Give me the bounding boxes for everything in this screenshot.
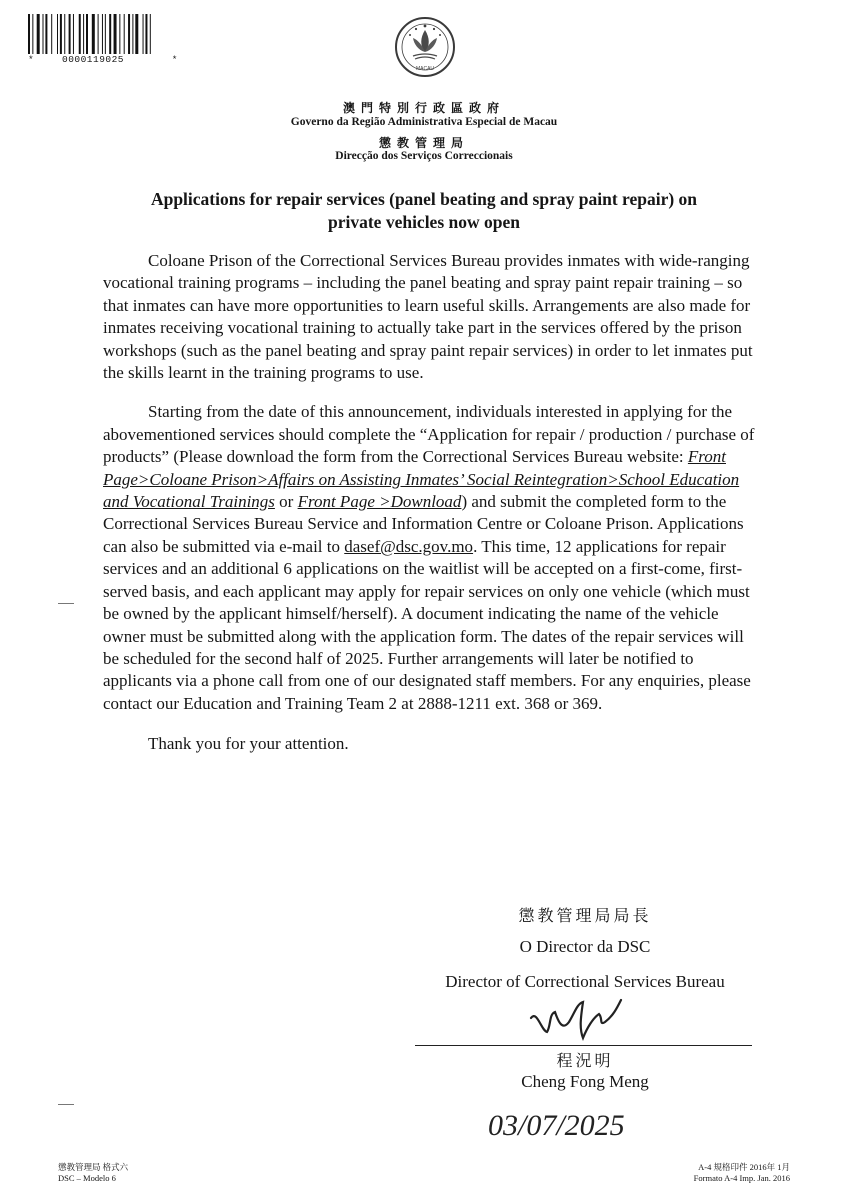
barcode-bar (69, 14, 71, 54)
barcode-bar (135, 14, 138, 54)
barcode-bar (119, 14, 120, 54)
website-path-link[interactable]: Front Page>Coloane Prison>Affairs on Assisting Inmates’ Social Reintegration>School Education and Vocational Trainings (103, 447, 740, 512)
margin-mark (58, 603, 74, 604)
barcode-bar (43, 14, 44, 54)
download-page-link[interactable]: Front Page >Download (297, 492, 462, 512)
barcode-bar (92, 14, 95, 54)
barcode-bar (51, 14, 52, 54)
barcode-bar (128, 14, 130, 54)
paragraph-2-text-1: Starting from the date of this announcement, individuals interested in applying for the abovementioned services should complete the “Application for repair / production / purchase of products” (Please download the form from the Correctional Services Bureau website: (103, 402, 755, 467)
paragraph-2-text-3: . This time, 12 applications for repair services and an additional 6 applications on the waitlist will be accepted on a first-come, first-served basis, and each applicant may apply for repair services on only one vehicle (which must be owned by the applicant himself/herself). A document indicating the name of the vehicle owner must be submitted along with the application form. The dates of the repair services will be scheduled for the second half of 2025. Further arrangements will later be notified to applicants via a phone call from one of our designated staff members. For any enquiries, please contact our Education and Training Team 2 at 2888-1211 ext. 368 or 369. (103, 536, 751, 713)
notice-title-line-2: private vehicles now open (327, 212, 520, 232)
barcode-bar (132, 14, 133, 54)
barcode-bar (60, 14, 62, 54)
barcode-star-left: * (28, 54, 35, 65)
paragraph-2-text-2: ) and submit the completed form to the Correctional Services Bureau Service and Information Centre or Coloane Prison. Applications can also be submitted via e-mail to (103, 492, 744, 556)
macau-emblem-icon (394, 16, 456, 80)
barcode-bar (86, 14, 88, 54)
handwritten-date (488, 1097, 668, 1147)
bureau-name-pt: Direcção dos Serviços Correccionais (335, 150, 513, 162)
paragraph-1: Coloane Prison of the Correctional Services Bureau provides inmates with wide-ranging vocational training programs – including the panel beating and spray paint repair training – so that inmates can have more opportunities to learn useful skills. Arrangements are also made for inmates receiving vocational training to actually take part in the services offered by the prison workshops (such as the panel beating and spray paint repair services) in order to let inmates put the skills learnt in the training programs to use. (103, 251, 753, 383)
barcode-bar (79, 14, 81, 54)
director-name-en: Cheng Fong Meng (521, 1072, 649, 1091)
notice-title-line-1: Applications for repair services (panel beating and spray paint repair) on (150, 189, 698, 209)
barcode-bar (28, 14, 30, 54)
barcode-bar (150, 14, 151, 54)
emblem-text: MACAU (415, 66, 435, 72)
notice-title (100, 188, 748, 234)
paragraph-2-or: or (274, 492, 298, 512)
barcode-bar (32, 14, 33, 54)
barcode-bar (98, 14, 99, 54)
director-title-pt: O Director da DSC (519, 937, 651, 956)
government-name-pt: Governo da Região Administrativa Especial de Macau (290, 116, 558, 128)
footer-format-zh: A-4 規格印件 2016年 1月 (698, 1162, 790, 1172)
barcode-bar (109, 14, 111, 54)
barcode-bar (145, 14, 147, 54)
signature-line (415, 1045, 752, 1046)
government-name-zh: 澳門特別行政區政府 (342, 101, 505, 115)
barcode-bar (114, 14, 117, 54)
director-title-zh: 懲教管理局局長 (518, 908, 652, 925)
footer-left (58, 1162, 128, 1184)
paragraph-2 (103, 401, 763, 715)
footer-right (622, 1162, 790, 1184)
director-name-zh: 程況明 (556, 1053, 614, 1070)
barcode-bar (124, 14, 125, 54)
barcode-number: 0000119025 (62, 54, 125, 65)
barcode-bar (102, 14, 103, 54)
director-title-en: Director of Correctional Services Bureau (445, 972, 725, 991)
barcode-bar (64, 14, 65, 54)
barcode-bar (73, 14, 74, 54)
thanks-line: Thank you for your attention. (148, 734, 349, 754)
barcode-star-right: * (171, 54, 178, 65)
director-signature (525, 988, 635, 1048)
bureau-name-zh: 懲教管理局 (378, 136, 469, 150)
footer-form-zh: 懲教管理局 格式六 (58, 1162, 129, 1172)
footer-format-pt: Formato A-4 Imp. Jan. 2016 (693, 1173, 790, 1183)
barcode-bar (83, 14, 84, 54)
barcode-bar (37, 14, 40, 54)
handwritten-date-text: 03/07/2025 (488, 1109, 625, 1142)
margin-mark (58, 1104, 74, 1105)
barcode-bar (143, 14, 144, 54)
barcode-bar (45, 14, 47, 54)
barcode-bar (57, 14, 58, 54)
barcode-bar (105, 14, 106, 54)
email-link[interactable]: dasef@dsc.gov.mo (344, 536, 474, 556)
notice-body (103, 250, 763, 756)
footer-form-pt: DSC – Modelo 6 (58, 1173, 116, 1183)
barcode (28, 14, 188, 54)
